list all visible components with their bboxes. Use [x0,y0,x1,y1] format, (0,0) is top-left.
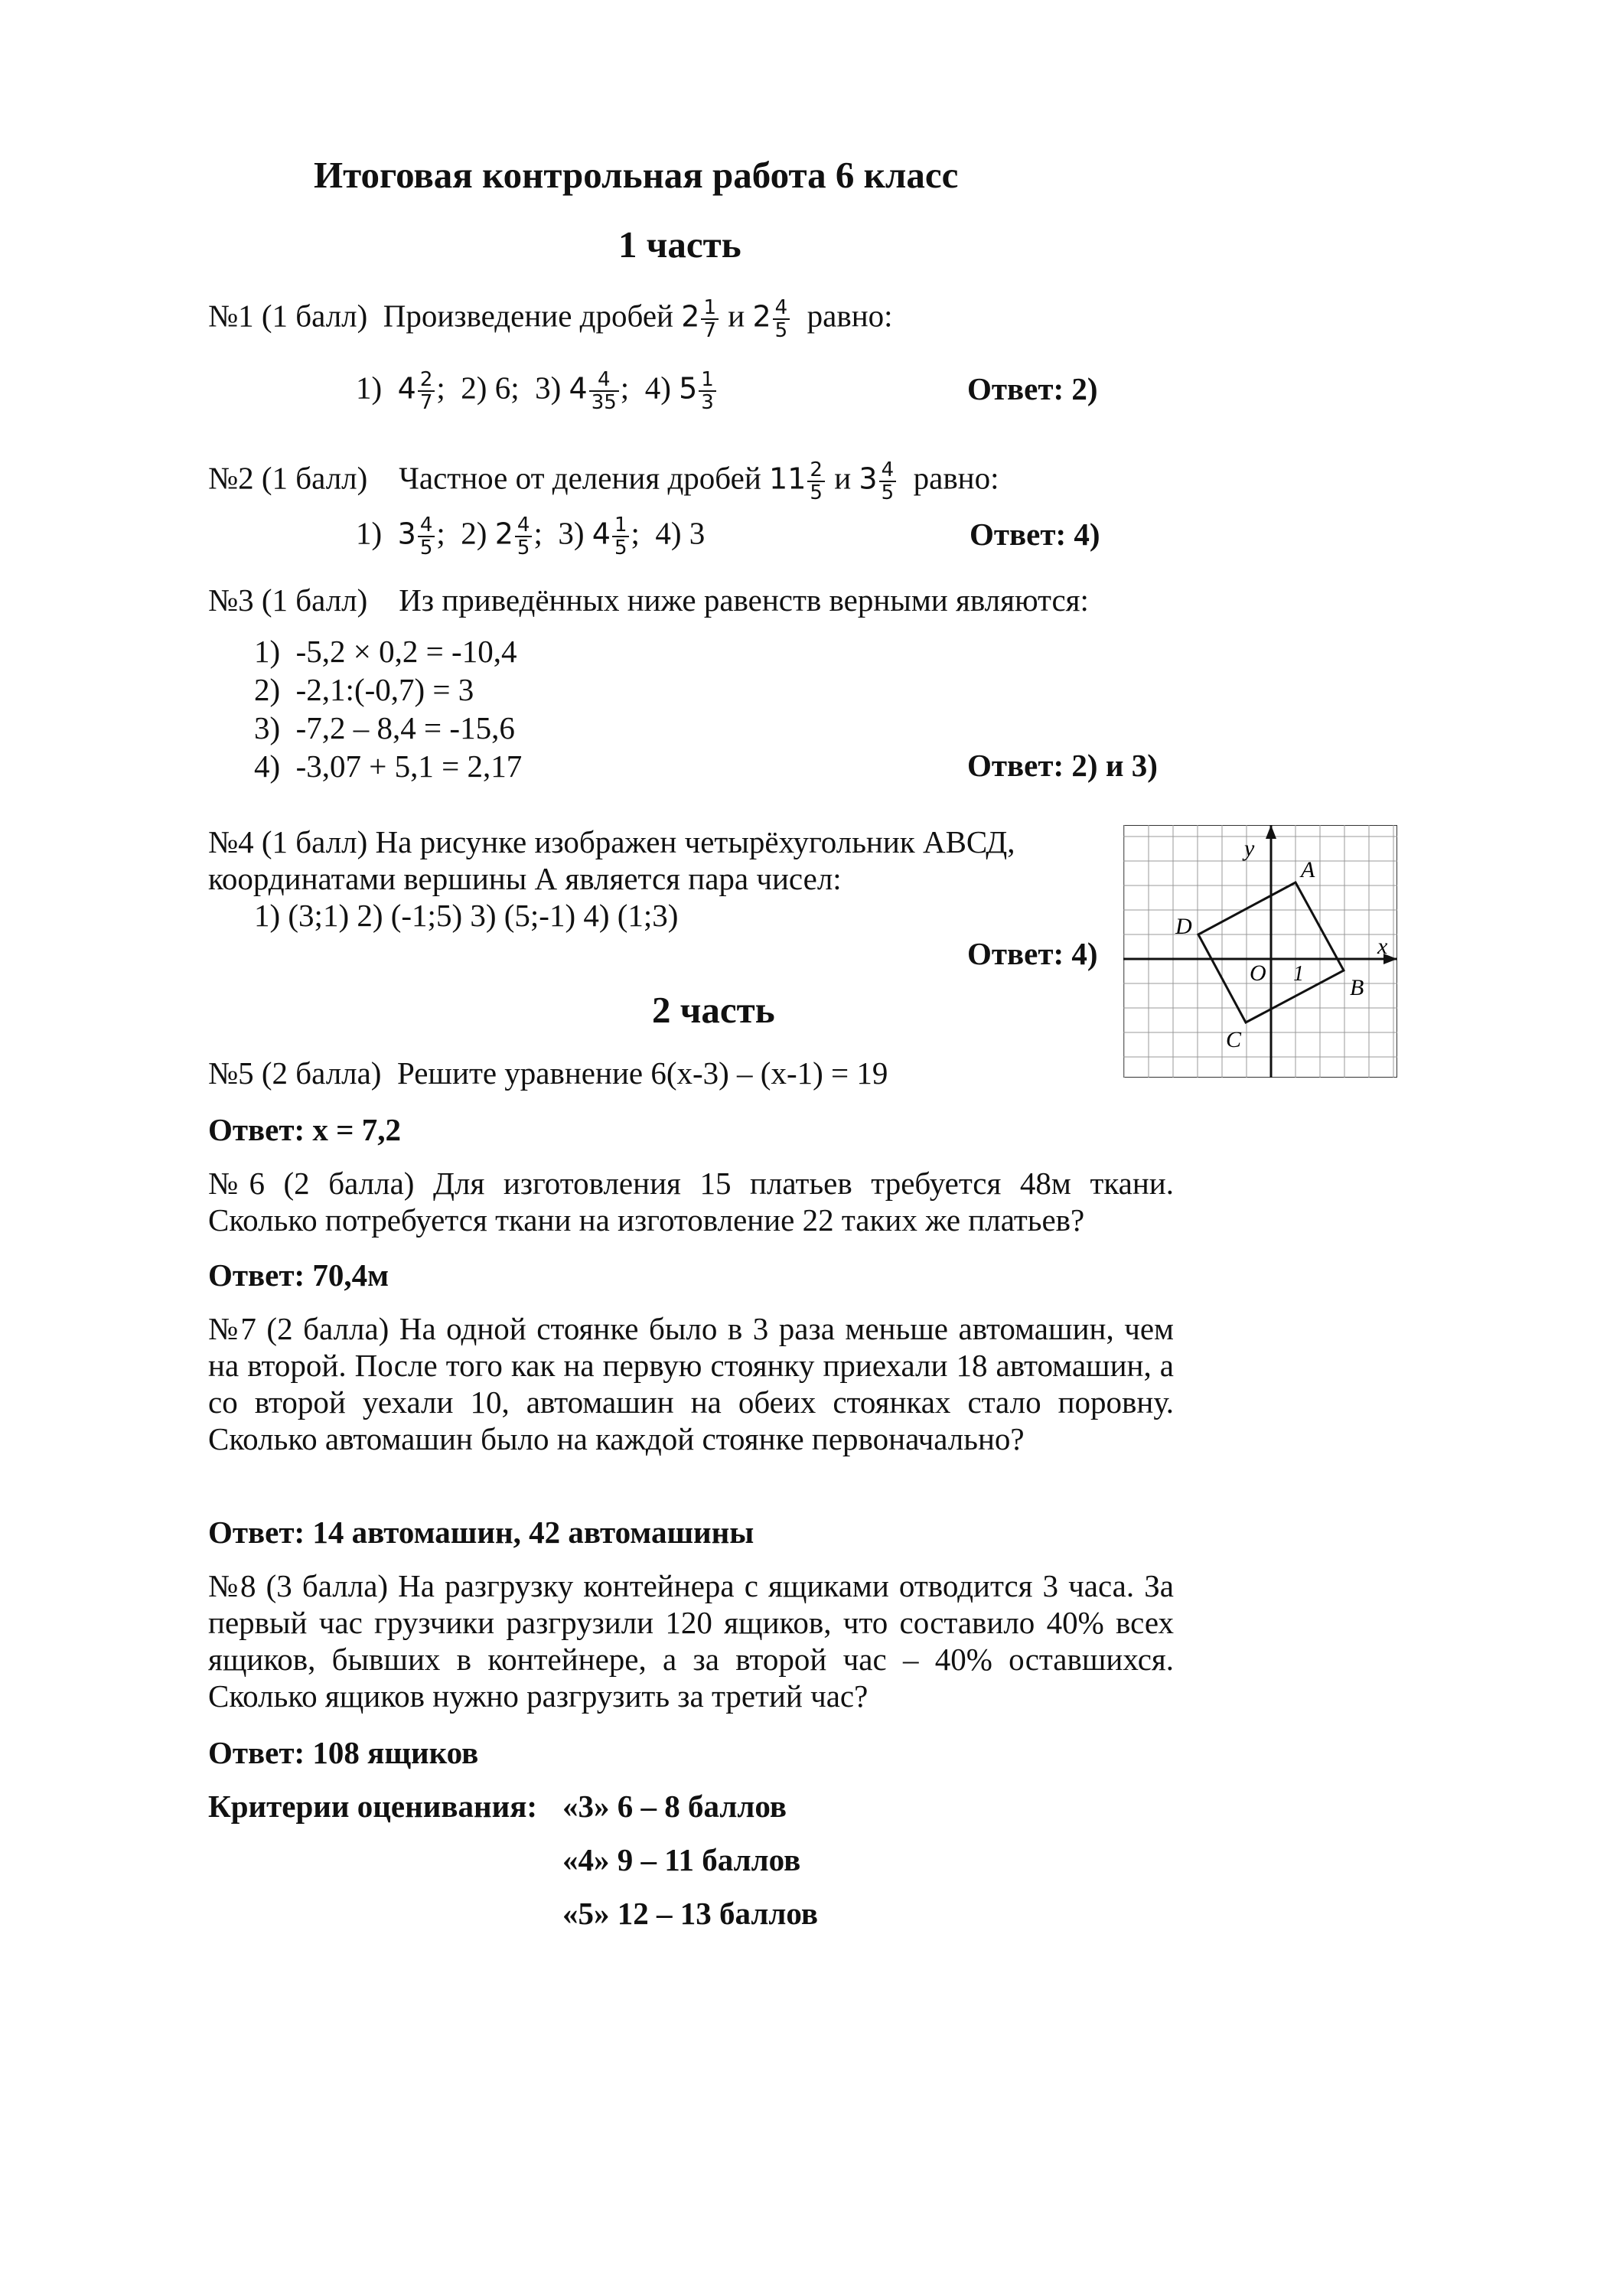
criteria-label: Критерии оценивания: [208,1789,538,1824]
q2-and: и [834,460,852,496]
part2-heading: 2 часть [652,989,775,1031]
q2-f1-den: 5 [810,481,823,504]
vertex-b-label: B [1350,975,1364,1000]
criteria-row: «5» 12 – 13 баллов [562,1896,818,1931]
criteria-row: «3» 6 – 8 баллов [562,1789,787,1824]
q6-text: №6 (2 балла) Для изготовления 15 платьев требуется 48м ткани. Сколько потребуется ткани на изготовление 22 таких же платьев? [208,1166,1174,1238]
q2-opt3-sep: ; [631,515,640,551]
q5-answer: Ответ: х = 7,2 [208,1112,402,1147]
q2-options [356,514,705,559]
q3-item-3-text: -7,2 – 8,4 = -15,6 [295,710,515,745]
q2-opt2-frac [515,514,533,559]
q3-head: №3 (1 балл) [208,582,368,618]
q1-f2-num: 4 [773,297,790,320]
q1-opt4-label: 4) [644,370,671,406]
q1-opt4-num: 1 [699,369,716,392]
q2-opt3-num: 1 [612,514,630,537]
q2-opt4: 4) 3 [655,515,706,551]
q1-opt3-label: 3) [535,370,562,406]
q2-f1-frac [807,459,825,504]
q2-opt2-label: 2) [461,515,487,551]
q3-item-2-num: 2) [254,672,281,707]
q1-f2-whole: 2 [752,299,771,334]
q1-tail: равно: [807,298,893,334]
q2-f2-frac [879,459,897,504]
q1-opt3-num: 4 [589,369,619,392]
q6-answer: Ответ: 70,4м [208,1257,389,1293]
origin-label: O [1250,960,1266,986]
q2-opt1-den: 5 [419,536,433,559]
q4-answer: Ответ: 4) [967,936,1098,971]
q4-line2: координатами вершины А является пара чисел: [208,861,842,896]
q1-opt3-sep: ; [620,370,630,406]
q8-answer: Ответ: 108 ящиков [208,1735,479,1770]
q1-opt4-den: 3 [701,391,714,414]
q1-text: Произведение дробей [383,298,673,334]
q4-line1: №4 (1 балл) На рисунке изображен четырёхугольник АВСД, [208,824,1015,859]
q3-item-2-text: -2,1:(-0,7) = 3 [295,672,474,707]
q1-f2-frac [773,297,790,341]
q2-opt3-frac [612,514,630,559]
q1-opt4-frac [699,369,716,413]
q2-line [208,459,999,504]
q2-opt2-den: 5 [517,536,530,559]
q1-line [208,297,893,341]
q1-f1-whole: 2 [681,299,700,334]
q1-opt1-label: 1) [356,370,383,406]
q3-item-3-num: 3) [254,710,281,745]
q3-item-4-text: -3,07 + 5,1 = 2,17 [295,748,523,784]
q2-opt1-num: 4 [418,514,435,537]
q1-opt4-whole: 5 [679,371,698,406]
q3-line [208,582,1089,618]
q2-head: №2 (1 балл) [208,460,368,496]
q3-item-4-num: 4) [254,748,281,784]
q1-opt2: 2) 6; [461,370,520,406]
q2-f1-num: 2 [807,459,825,482]
q2-opt2-sep: ; [533,515,543,551]
q2-tail: равно: [913,460,999,496]
q1-opt1-whole: 4 [397,371,416,406]
q1-and: и [728,298,745,334]
q1-opt1-frac [418,369,435,413]
q2-f1-whole: 11 [769,461,807,496]
vertex-c-label: C [1226,1027,1242,1052]
q1-head: №1 (1 балл) [208,298,368,334]
q1-opt1-den: 7 [419,391,433,414]
vertex-a-label: A [1301,857,1315,882]
q1-opt3-whole: 4 [569,371,588,406]
q2-opt2-whole: 2 [494,517,513,551]
q1-f1-den: 7 [703,319,716,342]
q2-opt1-frac [418,514,435,559]
q7-text: №7 (2 балла) На одной стоянке было в 3 раза меньше автомашин, чем на второй. После того как на первую стоянку приехали 18 автомашин, а со второй уехали 10, автомашин на обеих стоянках стало поровну. Сколько автомашин было на каждой стоянке первоначально? [208,1311,1174,1456]
q2-f2-den: 5 [881,481,895,504]
q3-item [254,632,522,670]
q2-f2-num: 4 [879,459,897,482]
q2-text: Частное от деления дробей [399,460,761,496]
q5-head: №5 (2 балла) [208,1055,382,1091]
q1-opt3-den: 35 [591,391,617,414]
q3-list [254,632,522,785]
q3-text: Из приведённых ниже равенств верными являются: [399,582,1089,618]
q4-options: 1) (3;1) 2) (-1;5) 3) (5;-1) 4) (1;3) [254,898,679,933]
q2-answer: Ответ: 4) [970,517,1100,552]
q2-opt3-den: 5 [614,536,627,559]
q1-opt1-num: 2 [418,369,435,392]
q1-answer: Ответ: 2) [967,371,1098,406]
q3-item [254,709,522,747]
q5-text: Решите уравнение 6(х-3) – (х-1) = 19 [396,1055,888,1091]
q3-answer: Ответ: 2) и 3) [967,748,1158,783]
unit-label: 1 [1293,962,1304,986]
q2-opt2-num: 4 [515,514,533,537]
q8-text: №8 (3 балла) На разгрузку контейнера с ящиками отводится 3 часа. За первый час грузчики разгрузили 120 ящиков, что составило 40% всех ящиков, бывших в контейнере, а за второй час – 40% оставшихся. Сколько ящиков нужно разгрузить за третий час? [208,1568,1174,1714]
q1-f1-num: 1 [701,297,719,320]
q1-f2-den: 5 [774,319,788,342]
page-title: Итоговая контрольная работа 6 класс [314,154,959,196]
q3-item [254,670,522,709]
q2-opt1-whole: 3 [397,517,416,551]
q2-f2-whole: 3 [859,461,878,496]
q7-answer: Ответ: 14 автомашин, 42 автомашины [208,1515,754,1550]
q1-opt3-frac [589,369,619,413]
q1-options [356,369,718,413]
q2-opt3-whole: 4 [592,517,611,551]
vertex-d-label: D [1175,914,1192,939]
q3-item [254,747,522,785]
x-axis-label: x [1377,934,1388,959]
q2-opt1-label: 1) [356,515,383,551]
q3-item-1-text: -5,2 × 0,2 = -10,4 [295,634,517,669]
criteria-row: «4» 9 – 11 баллов [562,1842,801,1877]
q3-item-1-num: 1) [254,634,281,669]
part1-heading: 1 часть [618,223,741,266]
q2-opt3-label: 3) [558,515,585,551]
y-axis-label: y [1244,836,1255,861]
q2-opt1-sep: ; [436,515,445,551]
quadrilateral-figure [1123,825,1397,1078]
q1-opt1-sep: ; [436,370,445,406]
q1-f1-frac [701,297,719,341]
q5-line [208,1055,888,1091]
